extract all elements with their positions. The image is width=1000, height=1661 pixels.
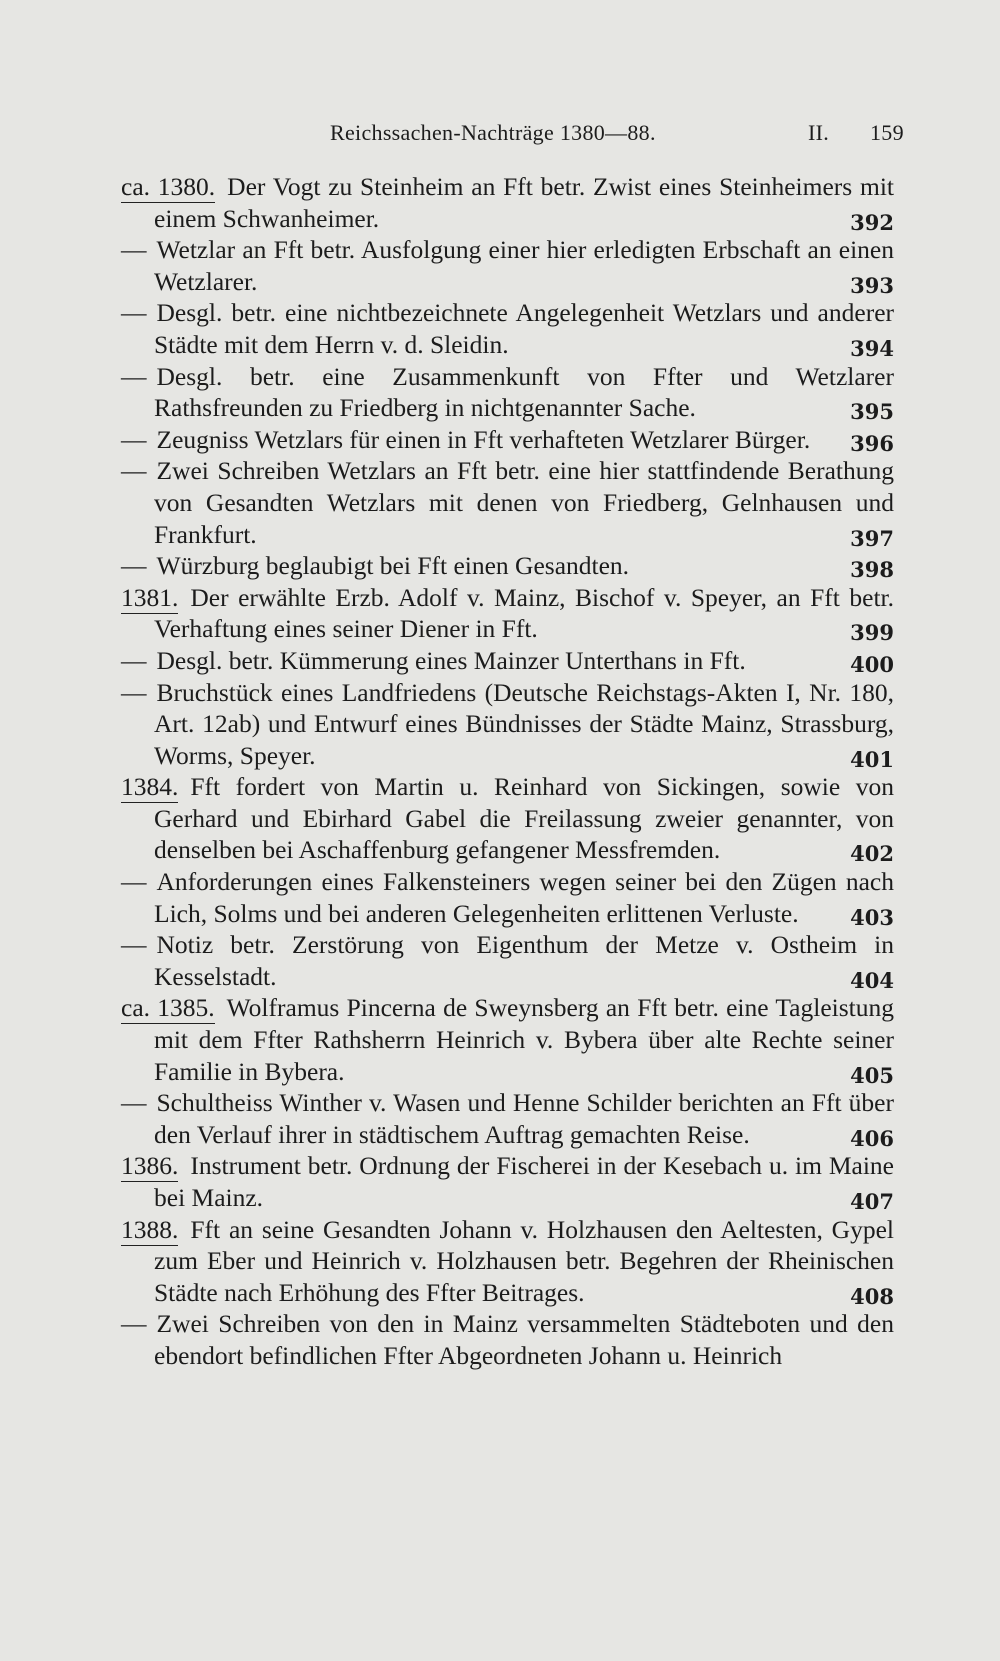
entry-date: 1388. xyxy=(121,1214,179,1244)
register-entry xyxy=(121,1308,894,1371)
entry-text: Schultheiss Winther v. Wasen und Henne Schilder berichten an Fft über den Verlauf ihrer in städtischem Auftrag gemachten Reise. xyxy=(154,1088,894,1149)
entry-dash: — xyxy=(121,551,147,581)
entry-text: Desgl. betr. eine nichtbezeichnete Angelegenheit Wetzlars und anderer Städte mit dem Herrn v. d. Sleidin. xyxy=(154,298,894,359)
entry-date: ca. 1385. xyxy=(121,993,215,1023)
register-entry xyxy=(121,1214,894,1309)
entry-date: 1381. xyxy=(121,582,179,612)
entry-text: Zwei Schreiben von den in Mainz versammelten Städteboten und den ebendort befindlichen Ffter Abgeordneten Johann u. Heinrich xyxy=(154,1309,894,1370)
register-entry xyxy=(121,677,894,772)
register-entry xyxy=(121,234,894,297)
entry-date: ca. 1380. xyxy=(121,172,216,201)
entry-text: Wetzlar an Fft betr. Ausfolgung einer hier erledigten Erbschaft an einen Wetzlarer. xyxy=(154,235,894,296)
entry-dash: — xyxy=(121,867,147,897)
page-number: 159 xyxy=(870,120,904,145)
entry-dash: — xyxy=(121,361,147,391)
register-entry xyxy=(121,1150,894,1213)
entry-text: Zwei Schreiben Wetzlars an Fft betr. eine hier stattfindende Berathung von Gesandten Wetzlars mit denen von Friedberg, Gelnhausen und Frankfurt. xyxy=(154,456,894,549)
entry-text: Fft an seine Gesandten Johann v. Holzhausen den Aeltesten, Gypel zum Eber und Heinrich v. Holzhausen betr. Begehren der Rheinischen Städte nach Erhöhung des Ffter Beitrages. xyxy=(154,1214,894,1307)
register-entry xyxy=(121,866,894,929)
register-entry xyxy=(121,297,894,360)
register-entry xyxy=(121,361,894,424)
entry-text: Fft fordert von Martin u. Reinhard von Sickingen, sowie von Gerhard und Ebirhard Gabel die Freilassung zweier genannter, von denselben bei Aschaffenburg gefangener Messfremden. xyxy=(154,772,894,865)
entry-number: 399 xyxy=(850,620,894,646)
entry-dash: — xyxy=(121,456,147,486)
entry-dash: — xyxy=(121,424,147,454)
running-head-title: Reichssachen-Nachträge 1380—88. xyxy=(330,120,656,145)
register-entry xyxy=(121,550,894,582)
entry-number: 393 xyxy=(850,272,894,298)
register-entry xyxy=(121,582,894,645)
entry-number: 394 xyxy=(850,335,894,361)
entry-number: 392 xyxy=(850,209,894,235)
entry-number: 404 xyxy=(850,967,894,993)
register-entries xyxy=(121,171,894,1372)
running-head-part: II. xyxy=(808,120,830,145)
entry-dash: — xyxy=(121,1309,147,1339)
entry-number: 396 xyxy=(850,430,894,456)
entry-number: 406 xyxy=(850,1125,894,1151)
entry-number: 403 xyxy=(850,904,894,930)
register-entry xyxy=(121,992,894,1087)
entry-date: 1384. xyxy=(121,772,179,802)
entry-number: 395 xyxy=(850,399,894,425)
entry-text: Desgl. betr. Kümmerung eines Mainzer Unterthans in Fft. xyxy=(156,645,746,675)
entry-text: Zeugniss Wetzlars für einen in Fft verhafteten Wetzlarer Bürger. xyxy=(156,424,811,454)
entry-dash: — xyxy=(121,645,147,675)
entry-number: 401 xyxy=(850,746,894,772)
entry-number: 408 xyxy=(850,1283,894,1309)
entry-number: 405 xyxy=(850,1062,894,1088)
entry-text: Wolframus Pincerna de Sweynsberg an Fft betr. eine Tagleistung mit dem Ffter Rathsherrn Heinrich v. Bybera über alte Rechte seiner Familie in Bybera. xyxy=(154,993,894,1086)
entry-dash: — xyxy=(121,235,147,265)
entry-number: 400 xyxy=(850,651,894,677)
entry-date: 1386. xyxy=(121,1151,179,1181)
entry-text: Würzburg beglaubigt bei Fft einen Gesandten. xyxy=(156,551,630,581)
entry-text: Instrument betr. Ordnung der Fischerei in der Kesebach u. im Maine bei Mainz. xyxy=(154,1151,894,1212)
register-entry xyxy=(121,645,894,677)
entry-number: 407 xyxy=(850,1189,894,1214)
entry-text: Desgl. betr. eine Zusammenkunft von Ffter und Wetzlarer Rathsfreunden zu Friedberg in nichtgenannter Sache. xyxy=(154,361,894,423)
register-entry xyxy=(121,929,894,992)
register-entry xyxy=(121,171,894,234)
entry-number: 398 xyxy=(850,557,894,583)
entry-number: 402 xyxy=(850,841,894,867)
entry-dash: — xyxy=(121,1088,147,1118)
entry-text: Notiz betr. Zerstörung von Eigenthum der Metze v. Ostheim in Kesselstadt. xyxy=(154,930,894,991)
entry-dash: — xyxy=(121,677,147,707)
register-entry xyxy=(121,455,894,550)
register-entry xyxy=(121,424,894,456)
entry-dash: — xyxy=(121,930,147,960)
register-entry xyxy=(121,771,894,866)
entry-dash: — xyxy=(121,298,147,328)
entry-text: Der Vogt zu Steinheim an Fft betr. Zwist eines Steinheimers mit einem Schwanheimer. xyxy=(154,172,894,233)
entry-text: Der erwählte Erzb. Adolf v. Mainz, Bischof v. Speyer, an Fft betr. Verhaftung eines seiner Diener in Fft. xyxy=(154,582,894,644)
register-entry xyxy=(121,1087,894,1150)
entry-text: Anforderungen eines Falkensteiners wegen seiner bei den Zügen nach Lich, Solms und bei anderen Gelegenheiten erlittenen Verluste. xyxy=(154,867,894,928)
entry-text: Bruchstück eines Landfriedens (Deutsche Reichstags-Akten I, Nr. 180, Art. 12ab) und Entwurf eines Bündnisses der Städte Mainz, Strassburg, Worms, Speyer. xyxy=(154,677,894,770)
entry-number: 397 xyxy=(850,525,894,551)
